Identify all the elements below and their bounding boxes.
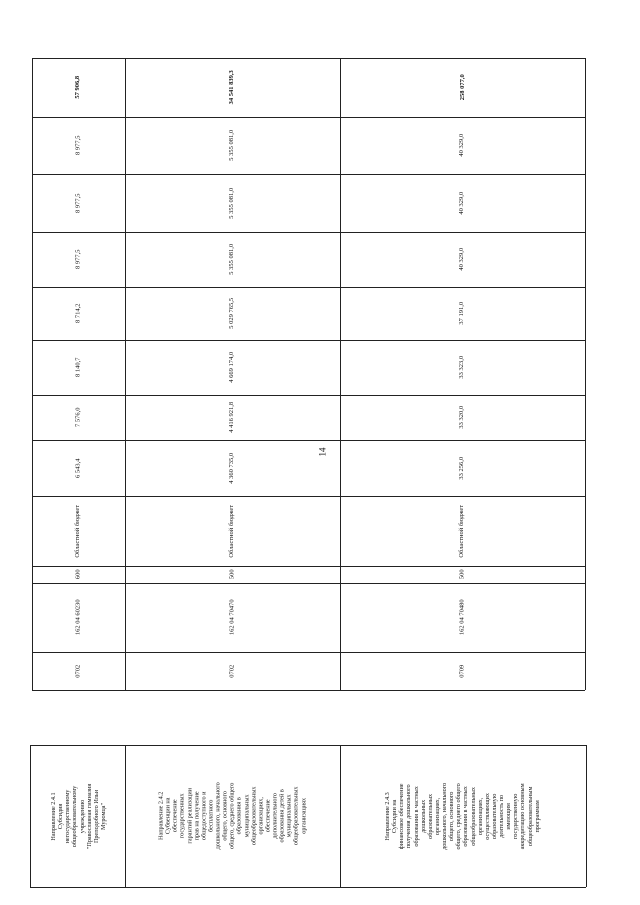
value-cell-text: 5 355 081,0	[228, 244, 236, 275]
source-cell	[125, 496, 340, 566]
value-cell	[32, 340, 125, 395]
value-cell	[125, 440, 340, 496]
value-cell	[32, 395, 125, 440]
value-cell-text: 40 329,0	[458, 134, 466, 157]
kind-cell-text: 600	[74, 569, 82, 580]
value-cell-text: 8 977,5	[74, 135, 82, 156]
value-cell-text: 8 714,2	[74, 303, 82, 324]
section-cell-text: 0702	[228, 664, 236, 678]
value-cell-text: 6 543,4	[74, 458, 82, 478]
direction-cell-text: Направление 2.4.3 Субсидии на финансовое обеспечение получения дошкольного образования в частных дошкольных образовательных организациях, дошкольного, начального общего, основного общего, среднего общего образования в частных общеобразовательных организациях, осуществляющих образовательную деятельность по имеющим государственную аккредитацию основным общеобразовательным программам	[384, 782, 541, 850]
total-cell	[125, 58, 340, 117]
total-cell	[340, 58, 585, 117]
direction-cell	[32, 745, 125, 887]
section-cell	[125, 652, 340, 690]
value-cell-text: 4 669 174,0	[228, 352, 236, 383]
section-cell-text: 0702	[74, 664, 82, 678]
section-cell-text: 0709	[458, 664, 466, 678]
value-cell	[32, 440, 125, 496]
value-cell	[340, 174, 585, 232]
kind-cell	[32, 566, 125, 583]
code-cell-text: 162 04 70470	[228, 599, 236, 636]
source-cell	[340, 496, 585, 566]
value-cell	[340, 440, 585, 496]
kind-cell-text: 500	[228, 569, 236, 580]
value-cell-text: 8 977,5	[74, 249, 82, 270]
section-cell	[32, 652, 125, 690]
value-cell-text: 33 320,0	[458, 406, 466, 429]
value-cell-text: 7 576,0	[74, 407, 82, 428]
value-cell-text: 8 140,7	[74, 357, 82, 378]
kind-cell	[125, 566, 340, 583]
total-cell	[32, 58, 125, 117]
grid-line	[586, 745, 587, 887]
direction-cell	[340, 745, 585, 887]
grid-line	[30, 887, 586, 888]
value-cell-text: 4 416 921,8	[228, 402, 236, 433]
direction-cell	[125, 745, 340, 887]
source-cell	[32, 496, 125, 566]
grid-line	[585, 58, 586, 690]
value-cell	[125, 287, 340, 340]
value-cell-text: 33 256,0	[458, 456, 466, 480]
total-cell-text: 258 077,0	[458, 74, 466, 101]
value-cell-text: 40 329,0	[458, 191, 466, 215]
value-cell-text: 5 355 081,0	[228, 130, 236, 161]
value-cell	[340, 117, 585, 174]
value-cell-text: 40 329,0	[458, 248, 466, 271]
direction-cell-text: Направление 2.4.1 Субсидия негосударственному общеобразовательному учреждению "Православная гимназия Преподобного Ильи Муромца"	[50, 783, 107, 849]
value-cell	[32, 117, 125, 174]
page-number: 14	[317, 447, 327, 457]
code-cell	[125, 583, 340, 652]
value-cell-text: 37 191,0	[458, 302, 466, 325]
value-cell	[340, 340, 585, 395]
total-cell-text: 57 906,8	[74, 76, 82, 99]
value-cell-text: 5 355 081,0	[228, 187, 236, 219]
value-cell	[32, 287, 125, 340]
value-cell	[125, 174, 340, 232]
value-cell	[340, 232, 585, 287]
value-cell	[125, 395, 340, 440]
kind-cell-text: 500	[458, 569, 466, 580]
direction-cell-text: Направление 2.4.2 Субвенции на обеспечение государственных гарантий реализации прав на получение общедоступного и бесплатного дошкольного, начального общего, основного общего, среднего общего образования в муниципальных общеобразовательных организациях, обеспечение дополнительного образования детей в муниципальных общеобразовательных организациях	[157, 782, 308, 850]
value-cell-text: 5 029 765,5	[228, 298, 236, 329]
source-cell-text: Областной бюджет	[74, 504, 82, 558]
code-cell	[340, 583, 585, 652]
source-cell-text: Областной бюджет	[458, 504, 466, 558]
value-cell	[125, 232, 340, 287]
value-cell	[340, 287, 585, 340]
value-cell-text: 4 360 735,0	[228, 452, 236, 484]
code-cell-text: 162 04 60230	[74, 599, 82, 636]
value-cell	[340, 395, 585, 440]
source-cell-text: Областной бюджет	[228, 504, 236, 558]
value-cell	[32, 232, 125, 287]
value-cell	[32, 174, 125, 232]
total-cell-text: 34 541 839,3	[228, 70, 236, 105]
code-cell	[32, 583, 125, 652]
value-cell-text: 33 323,0	[458, 356, 466, 379]
kind-cell	[340, 566, 585, 583]
value-cell	[125, 117, 340, 174]
grid-line	[30, 745, 31, 887]
value-cell	[125, 340, 340, 395]
value-cell-text: 8 977,5	[74, 193, 82, 213]
code-cell-text: 162 04 70480	[458, 599, 466, 636]
grid-line	[32, 690, 585, 691]
section-cell	[340, 652, 585, 690]
